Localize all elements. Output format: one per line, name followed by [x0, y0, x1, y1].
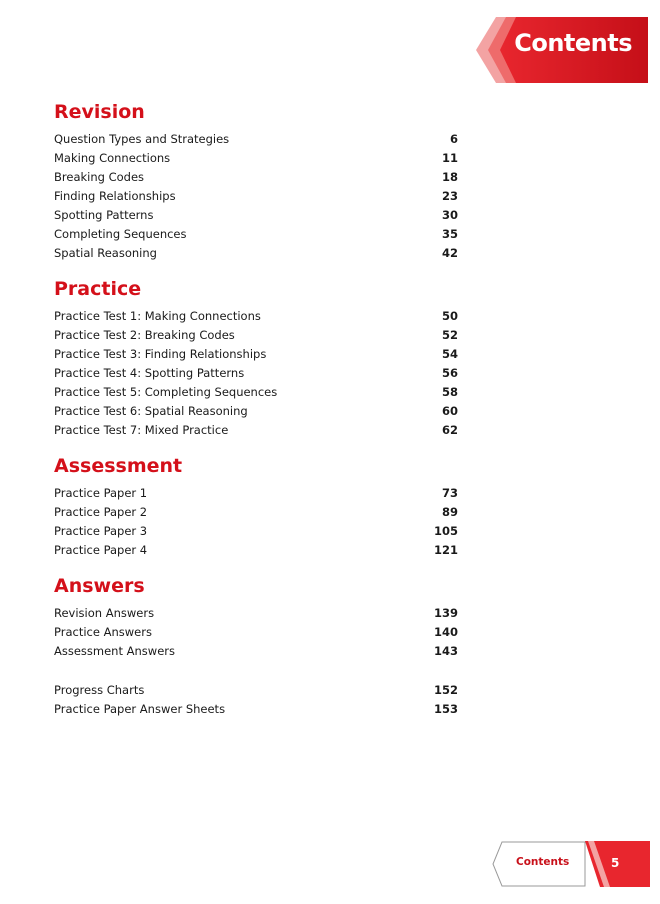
entry-title: Revision Answers [54, 606, 155, 620]
entry-title: Spatial Reasoning [54, 246, 157, 260]
toc-entry[interactable] [54, 307, 458, 326]
toc-entry[interactable] [54, 345, 458, 364]
entry-page: 143 [433, 644, 458, 658]
entry-page: 139 [433, 606, 458, 620]
entry-title: Practice Test 2: Breaking Codes [54, 328, 235, 342]
toc-entry[interactable] [54, 206, 458, 225]
toc-entry[interactable] [54, 700, 458, 719]
section-heading: Assessment [54, 455, 183, 477]
entry-page: 42 [441, 246, 458, 260]
toc-entry[interactable] [54, 503, 458, 522]
entry-list [54, 484, 458, 560]
entry-page: 89 [441, 505, 458, 519]
entry-page: 153 [433, 702, 458, 716]
entry-title: Practice Paper Answer Sheets [54, 702, 226, 716]
section-assessment [54, 454, 458, 560]
section-practice [54, 277, 458, 440]
section-answers [54, 574, 458, 661]
entry-page: 11 [441, 151, 458, 165]
toc-entry[interactable] [54, 484, 458, 503]
toc-entry[interactable] [54, 681, 458, 700]
entry-title: Assessment Answers [54, 644, 175, 658]
toc-entry[interactable] [54, 421, 458, 440]
toc-entry[interactable] [54, 244, 458, 263]
entry-title: Practice Paper 2 [54, 505, 148, 519]
entry-page: 18 [441, 170, 458, 184]
entry-title: Practice Test 6: Spatial Reasoning [54, 404, 248, 418]
toc-entry[interactable] [54, 642, 458, 661]
section-heading: Answers [54, 575, 145, 597]
toc-entry[interactable] [54, 187, 458, 206]
entry-page: 52 [441, 328, 458, 342]
entry-title: Question Types and Strategies [54, 132, 230, 146]
entry-page: 56 [441, 366, 458, 380]
entry-page: 152 [433, 683, 458, 697]
toc-entry[interactable] [54, 326, 458, 345]
page-number: 5 [611, 856, 620, 870]
toc-entry[interactable] [54, 383, 458, 402]
entry-title: Completing Sequences [54, 227, 187, 241]
toc-entry[interactable] [54, 130, 458, 149]
entry-title: Practice Test 3: Finding Relationships [54, 347, 267, 361]
entry-list [54, 604, 458, 661]
toc-entry[interactable] [54, 604, 458, 623]
entry-page: 73 [441, 486, 458, 500]
entry-page: 62 [441, 423, 458, 437]
entry-page: 23 [441, 189, 458, 203]
entry-page: 58 [441, 385, 458, 399]
entry-title: Practice Test 7: Mixed Practice [54, 423, 229, 437]
toc-entry[interactable] [54, 149, 458, 168]
section-revision [54, 100, 458, 263]
toc-entry[interactable] [54, 168, 458, 187]
extra-entry-list [54, 681, 458, 719]
section-heading: Revision [54, 101, 145, 123]
footer-label: Contents [516, 856, 570, 868]
header-banner [476, 17, 648, 83]
entry-title: Making Connections [54, 151, 171, 165]
entry-title: Practice Test 4: Spotting Patterns [54, 366, 245, 380]
entry-page: 105 [433, 524, 458, 538]
entry-title: Spotting Patterns [54, 208, 154, 222]
footer-tab [492, 841, 650, 887]
entry-title: Finding Relationships [54, 189, 176, 203]
toc-entry[interactable] [54, 541, 458, 560]
entry-title: Progress Charts [54, 683, 145, 697]
toc-entry[interactable] [54, 623, 458, 642]
entry-title: Practice Test 5: Completing Sequences [54, 385, 278, 399]
entry-title: Practice Answers [54, 625, 152, 639]
toc-entry[interactable] [54, 402, 458, 421]
entry-title: Practice Test 1: Making Connections [54, 309, 261, 323]
page-title: Contents [514, 29, 632, 57]
entry-title: Practice Paper 1 [54, 486, 148, 500]
entry-page: 50 [441, 309, 458, 323]
entry-list [54, 130, 458, 263]
toc-entry[interactable] [54, 522, 458, 541]
entry-title: Breaking Codes [54, 170, 145, 184]
entry-page: 121 [433, 543, 458, 557]
entry-list [54, 307, 458, 440]
toc-entry[interactable] [54, 364, 458, 383]
toc-entry[interactable] [54, 225, 458, 244]
entry-page: 60 [441, 404, 458, 418]
table-of-contents [54, 100, 458, 733]
entry-title: Practice Paper 3 [54, 524, 148, 538]
entry-title: Practice Paper 4 [54, 543, 148, 557]
entry-page: 30 [441, 208, 458, 222]
entry-page: 6 [449, 132, 458, 146]
entry-page: 54 [441, 347, 458, 361]
entry-page: 140 [433, 625, 458, 639]
section-heading: Practice [54, 278, 142, 300]
entry-page: 35 [441, 227, 458, 241]
